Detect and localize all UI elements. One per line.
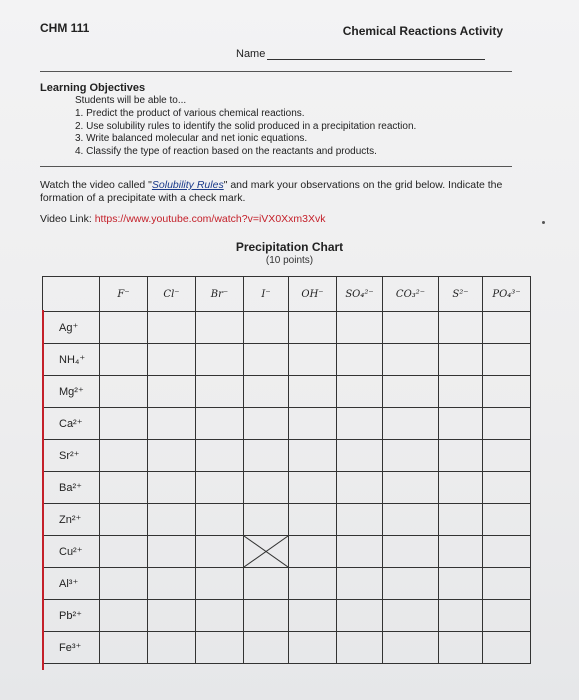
observation-cell[interactable] — [483, 312, 531, 344]
cation-label-cell: Mg²⁺ — [43, 376, 100, 408]
observation-cell[interactable] — [383, 344, 439, 376]
table-row — [43, 344, 531, 376]
observation-cell[interactable] — [100, 600, 148, 632]
observation-cell[interactable] — [244, 568, 289, 600]
chart-title: Precipitation Chart — [235, 240, 344, 254]
table-row — [43, 632, 531, 664]
observation-cell[interactable] — [289, 312, 337, 344]
solubility-rules-link[interactable]: Solubility Rules — [151, 179, 224, 191]
observation-cell[interactable] — [439, 536, 483, 568]
observation-cell[interactable] — [483, 600, 531, 632]
observation-cell[interactable] — [439, 376, 483, 408]
observation-cell[interactable] — [148, 440, 196, 472]
observation-cell[interactable] — [439, 440, 483, 472]
observation-cell[interactable] — [439, 312, 483, 344]
observation-cell[interactable] — [289, 632, 337, 664]
anion-header-cell: I⁻ — [244, 277, 289, 312]
stray-dot — [542, 221, 545, 224]
observation-cell[interactable] — [100, 376, 148, 408]
name-field-row — [236, 48, 485, 60]
activity-title: Chemical Reactions Activity — [342, 24, 503, 38]
observation-cell[interactable] — [100, 504, 148, 536]
observation-cell[interactable] — [196, 312, 244, 344]
observation-cell[interactable] — [337, 472, 383, 504]
table-row — [43, 376, 531, 408]
observation-cell[interactable] — [383, 504, 439, 536]
cation-label-cell: Sr²⁺ — [43, 440, 100, 472]
cation-label-cell: Ba²⁺ — [43, 472, 100, 504]
observation-cell[interactable] — [148, 344, 196, 376]
observation-cell[interactable] — [337, 504, 383, 536]
observation-cell[interactable] — [483, 376, 531, 408]
observation-cell[interactable] — [289, 536, 337, 568]
cation-label-cell: Ca²⁺ — [43, 408, 100, 440]
objectives-list — [75, 108, 416, 158]
observation-cell[interactable] — [196, 472, 244, 504]
observation-cell[interactable] — [289, 376, 337, 408]
table-row — [43, 440, 531, 472]
observation-cell[interactable] — [289, 440, 337, 472]
observation-cell[interactable] — [289, 344, 337, 376]
observation-cell[interactable] — [100, 408, 148, 440]
observation-cell[interactable] — [337, 536, 383, 568]
observation-cell[interactable] — [383, 472, 439, 504]
observation-cell[interactable] — [337, 408, 383, 440]
observation-cell[interactable] — [196, 408, 244, 440]
observation-cell[interactable] — [439, 472, 483, 504]
objectives-title: Learning Objectives — [40, 82, 146, 94]
grid-body — [43, 312, 531, 664]
table-row — [43, 504, 531, 536]
observation-cell[interactable] — [337, 568, 383, 600]
observation-cell[interactable] — [244, 600, 289, 632]
observation-cell[interactable] — [383, 408, 439, 440]
observation-cell[interactable] — [337, 312, 383, 344]
observation-cell[interactable] — [337, 344, 383, 376]
observation-cell[interactable] — [244, 408, 289, 440]
precipitation-grid-wrap — [42, 276, 531, 664]
cation-label-cell: NH₄⁺ — [43, 344, 100, 376]
observation-cell[interactable] — [483, 632, 531, 664]
observation-cell[interactable] — [289, 472, 337, 504]
observation-cell[interactable] — [148, 376, 196, 408]
anion-header-cell: CO₃²⁻ — [383, 277, 439, 312]
instructions-text-before: Watch the video called " — [40, 179, 152, 191]
objectives-intro: Students will be able to... — [75, 95, 187, 106]
observation-cell[interactable] — [244, 632, 289, 664]
objective-item: 1. Predict the product of various chemical reactions. — [75, 108, 305, 119]
observation-cell[interactable] — [439, 504, 483, 536]
observation-cell[interactable] — [383, 568, 439, 600]
cation-label-cell: Cu²⁺ — [43, 536, 100, 568]
objective-item: 3. Write balanced molecular and net ionic equations. — [75, 133, 308, 144]
table-row — [43, 536, 531, 568]
observation-cell-crossed[interactable] — [244, 536, 289, 568]
observation-cell[interactable] — [289, 504, 337, 536]
video-link-label: Video Link: — [40, 213, 95, 225]
observation-cell[interactable] — [383, 440, 439, 472]
observation-cell[interactable] — [100, 632, 148, 664]
observation-cell[interactable] — [383, 600, 439, 632]
observation-cell[interactable] — [337, 632, 383, 664]
observation-cell[interactable] — [100, 568, 148, 600]
anion-header-cell: Cl⁻ — [148, 277, 196, 312]
observation-cell[interactable] — [196, 600, 244, 632]
observation-cell[interactable] — [383, 632, 439, 664]
observation-cell[interactable] — [148, 472, 196, 504]
cation-label-cell: Pb²⁺ — [43, 600, 100, 632]
observation-cell[interactable] — [244, 504, 289, 536]
observation-cell[interactable] — [196, 504, 244, 536]
chart-points: (10 points) — [265, 255, 314, 266]
name-label: Name — [236, 48, 266, 60]
observation-cell[interactable] — [244, 312, 289, 344]
observation-cell[interactable] — [196, 376, 244, 408]
observation-cell[interactable] — [244, 344, 289, 376]
observation-cell[interactable] — [244, 440, 289, 472]
observation-cell[interactable] — [100, 344, 148, 376]
precipitation-grid — [42, 276, 531, 664]
instructions-text-after: " and mark your observations on the grid below. Indicate the formation of a precipitate with a check mark. — [40, 179, 503, 204]
observation-cell[interactable] — [289, 568, 337, 600]
observation-cell[interactable] — [439, 408, 483, 440]
observation-cell[interactable] — [337, 600, 383, 632]
divider-top — [40, 71, 512, 72]
observation-cell[interactable] — [483, 408, 531, 440]
observation-cell[interactable] — [289, 600, 337, 632]
observation-cell[interactable] — [148, 568, 196, 600]
observation-cell[interactable] — [196, 568, 244, 600]
cross-mark-icon — [244, 536, 288, 567]
anion-header-cell: OH⁻ — [289, 277, 337, 312]
observation-cell[interactable] — [148, 504, 196, 536]
observation-cell[interactable] — [196, 440, 244, 472]
observation-cell[interactable] — [439, 568, 483, 600]
observation-cell[interactable] — [100, 472, 148, 504]
objective-item: 2. Use solubility rules to identify the solid produced in a precipitation reaction. — [75, 120, 417, 132]
observation-cell[interactable] — [148, 600, 196, 632]
observation-cell[interactable] — [483, 536, 531, 568]
observation-cell[interactable] — [383, 536, 439, 568]
observation-cell[interactable] — [148, 408, 196, 440]
anion-header-cell: SO₄²⁻ — [337, 277, 383, 312]
observation-cell[interactable] — [483, 344, 531, 376]
observation-cell[interactable] — [100, 536, 148, 568]
video-url-link[interactable]: https://www.youtube.com/watch?v=iVX0Xxm3Xvk — [94, 213, 326, 225]
observation-cell[interactable] — [439, 600, 483, 632]
observation-cell[interactable] — [383, 376, 439, 408]
anion-header-cell: PO₄³⁻ — [483, 277, 531, 312]
cation-label-cell: Al³⁺ — [43, 568, 100, 600]
cation-label-cell: Ag⁺ — [43, 312, 100, 344]
observation-cell[interactable] — [337, 376, 383, 408]
observation-cell[interactable] — [148, 312, 196, 344]
observation-cell[interactable] — [337, 440, 383, 472]
observation-cell[interactable] — [439, 632, 483, 664]
observation-cell[interactable] — [483, 568, 531, 600]
video-instructions — [40, 179, 525, 205]
anion-header-cell: S²⁻ — [439, 277, 483, 312]
observation-cell[interactable] — [244, 472, 289, 504]
observation-cell[interactable] — [100, 440, 148, 472]
observation-cell[interactable] — [196, 632, 244, 664]
cation-label-cell: Zn²⁺ — [43, 504, 100, 536]
name-blank-line[interactable] — [267, 48, 485, 60]
observation-cell[interactable] — [196, 344, 244, 376]
course-code: CHM 111 — [40, 21, 90, 35]
divider-objectives — [40, 166, 512, 167]
anion-header-cell: F⁻ — [100, 277, 148, 312]
table-row — [43, 408, 531, 440]
observation-cell[interactable] — [244, 376, 289, 408]
objective-item: 4. Classify the type of reaction based on the reactants and products. — [75, 145, 377, 157]
red-margin-line — [42, 310, 44, 670]
table-row — [43, 568, 531, 600]
video-link-row — [40, 213, 326, 225]
grid-header-row — [43, 277, 531, 312]
observation-cell[interactable] — [383, 312, 439, 344]
observation-cell[interactable] — [439, 344, 483, 376]
table-row — [43, 472, 531, 504]
observation-cell[interactable] — [196, 536, 244, 568]
observation-cell[interactable] — [483, 472, 531, 504]
observation-cell[interactable] — [100, 312, 148, 344]
observation-cell[interactable] — [483, 504, 531, 536]
observation-cell[interactable] — [148, 536, 196, 568]
table-row — [43, 312, 531, 344]
anion-header-cell: Br⁻ — [196, 277, 244, 312]
observation-cell[interactable] — [289, 408, 337, 440]
observation-cell[interactable] — [483, 440, 531, 472]
cation-label-cell: Fe³⁺ — [43, 632, 100, 664]
grid-corner-cell — [43, 277, 100, 312]
table-row — [43, 600, 531, 632]
observation-cell[interactable] — [148, 632, 196, 664]
